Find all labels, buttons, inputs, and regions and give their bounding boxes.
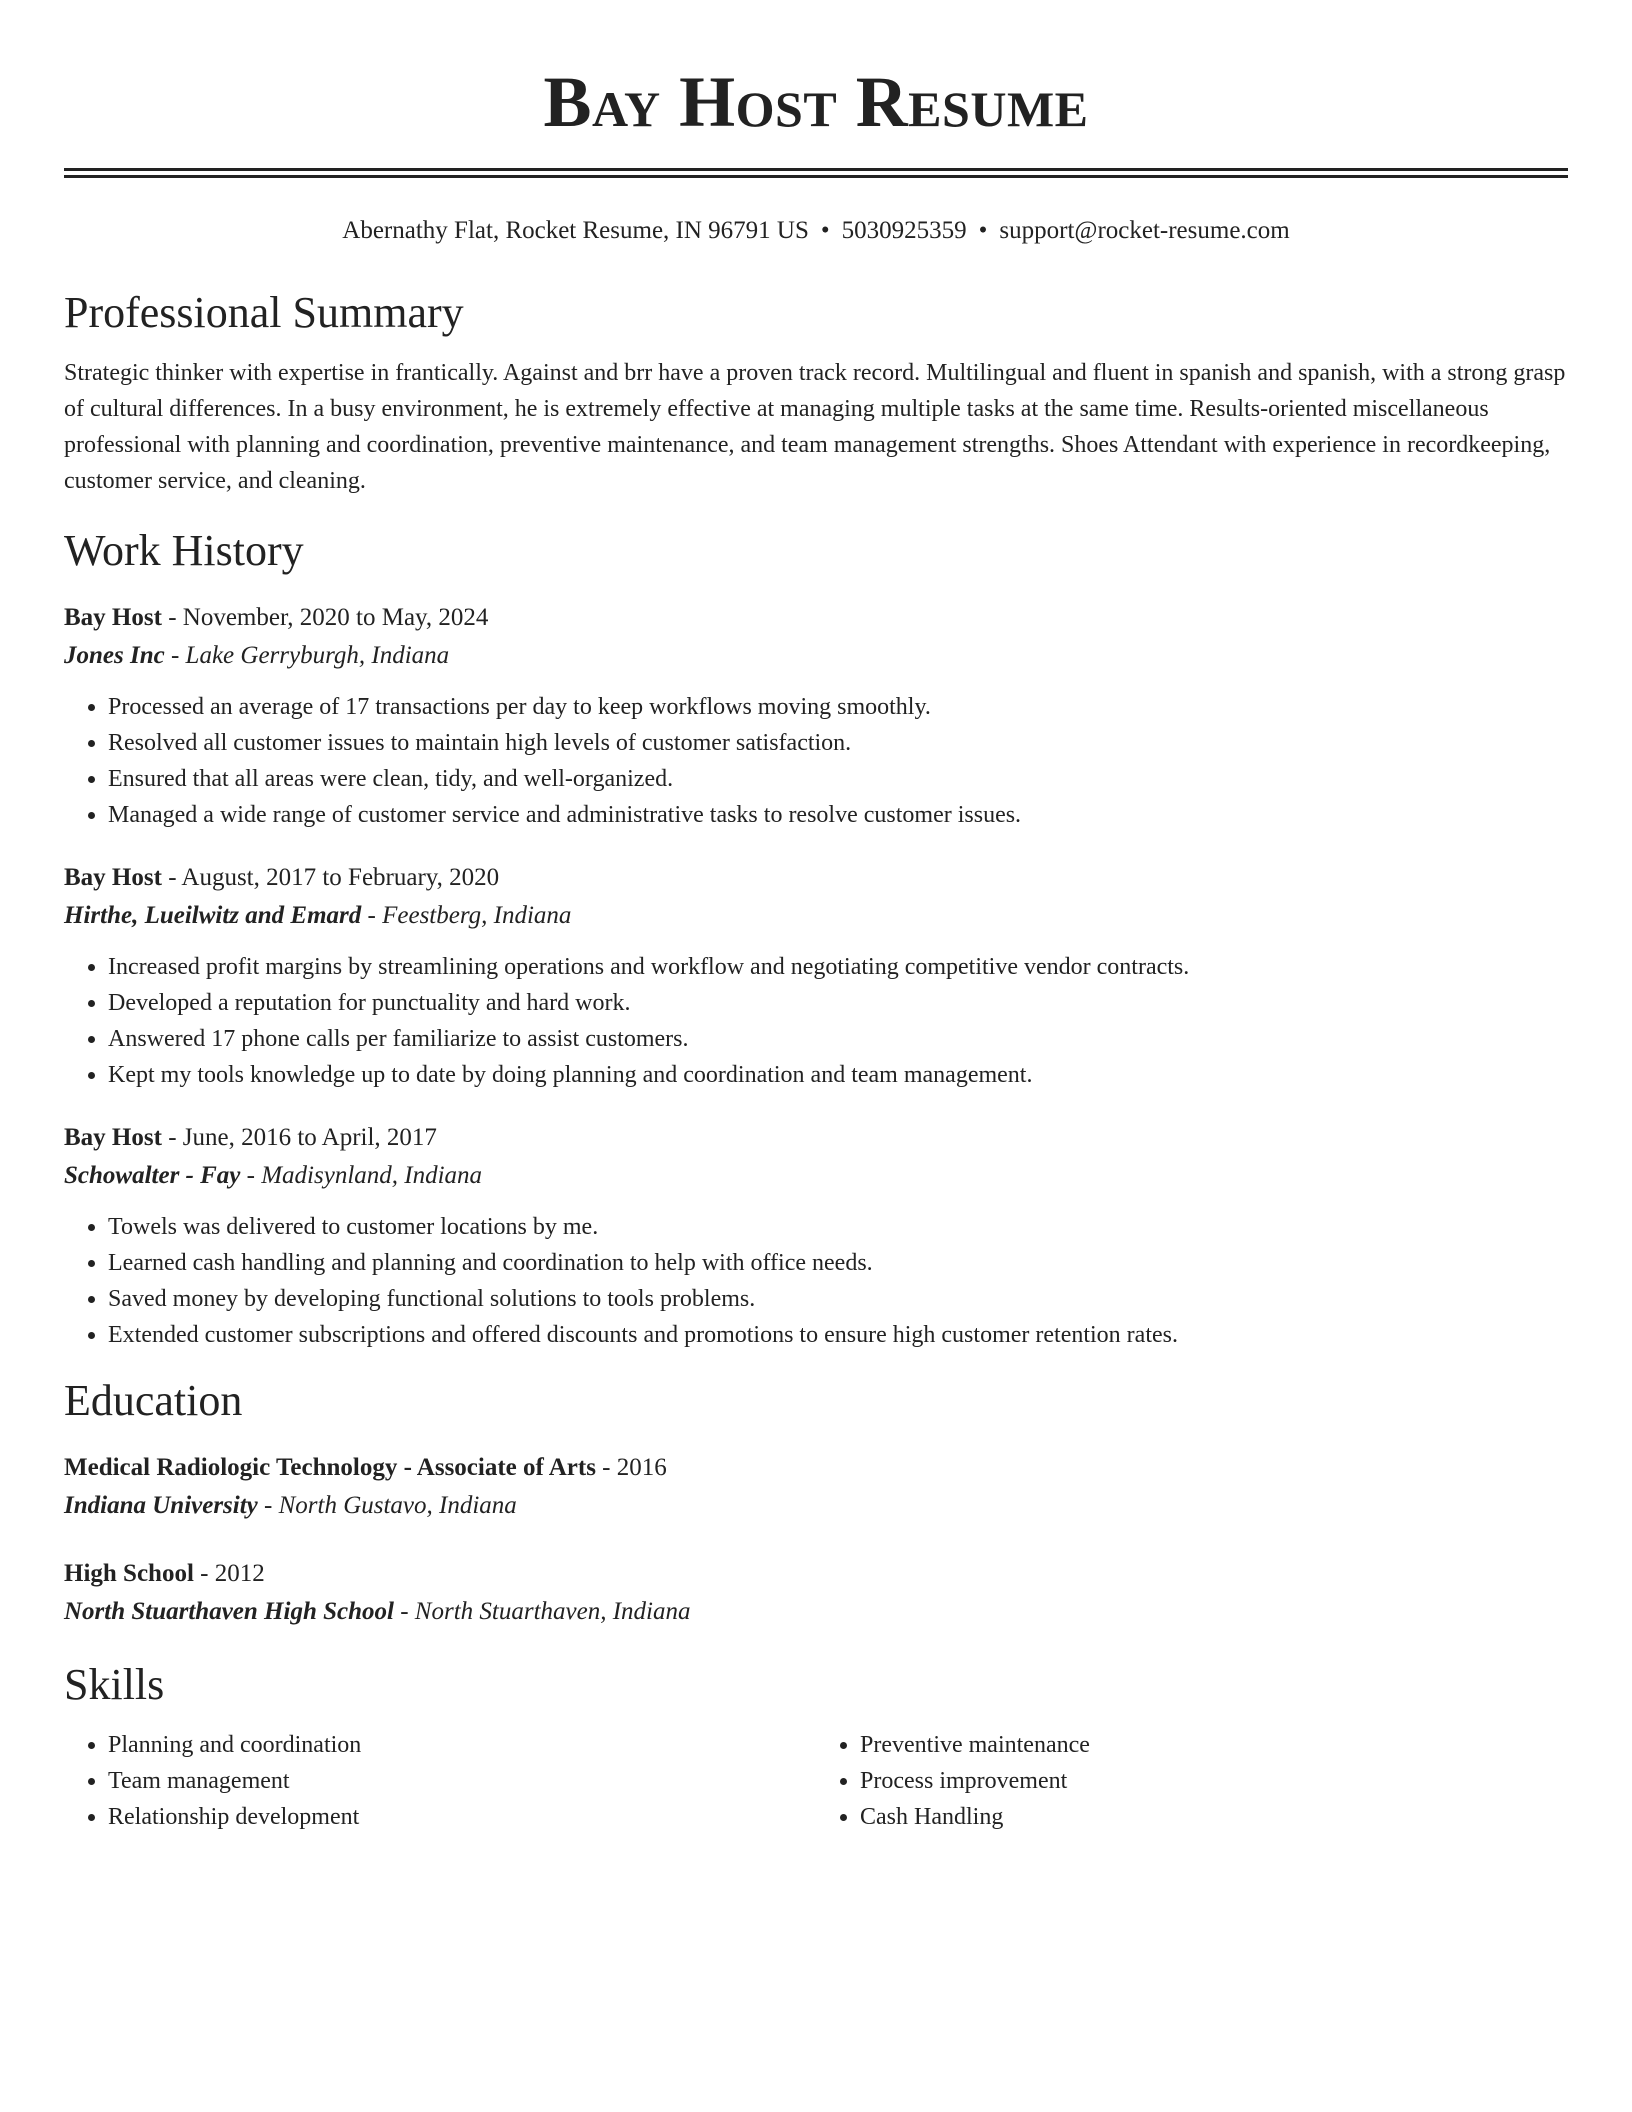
title-divider bbox=[64, 168, 1568, 178]
education-entry bbox=[64, 1555, 1568, 1631]
contact-separator: • bbox=[820, 217, 830, 244]
education-heading: Education bbox=[64, 1376, 243, 1425]
job-dates: - November, 2020 to May, 2024 bbox=[161, 604, 489, 631]
job-bullet: • Learned cash handling and planning and coordination to help with office needs. bbox=[108, 1245, 1568, 1281]
job-bullet: • Developed a reputation for punctuality and hard work. bbox=[108, 985, 1568, 1021]
job-bullets bbox=[64, 1209, 1568, 1353]
education-entry bbox=[64, 1449, 1568, 1525]
job-bullets bbox=[64, 689, 1568, 833]
job-dates: - August, 2017 to February, 2020 bbox=[161, 864, 500, 891]
skill-item: • Preventive maintenance bbox=[860, 1727, 1568, 1763]
contact-phone: 5030925359 bbox=[841, 217, 967, 244]
job-bullets bbox=[64, 949, 1568, 1093]
contact-line bbox=[64, 215, 1568, 247]
skills-heading: Skills bbox=[64, 1660, 165, 1709]
job-entry bbox=[64, 599, 1568, 833]
education-year: - 2016 bbox=[595, 1454, 667, 1481]
job-bullet: • Kept my tools knowledge up to date by doing planning and coordination and team management. bbox=[108, 1057, 1568, 1093]
skill-item: • Cash Handling bbox=[860, 1799, 1568, 1835]
job-employer: Hirthe, Lueilwitz and Emard bbox=[64, 902, 362, 929]
job-bullet: • Resolved all customer issues to maintain high levels of customer satisfaction. bbox=[108, 725, 1568, 761]
skills-column-right bbox=[816, 1727, 1568, 1835]
job-location: - Lake Gerryburgh, Indiana bbox=[164, 642, 450, 669]
skill-item: • Planning and coordination bbox=[108, 1727, 816, 1763]
education-location: - North Stuarthaven, Indiana bbox=[393, 1598, 691, 1625]
work-history-heading: Work History bbox=[64, 526, 304, 575]
job-entry bbox=[64, 859, 1568, 1093]
job-employer: Schowalter - Fay bbox=[64, 1162, 241, 1189]
job-title-line bbox=[64, 1119, 1568, 1157]
skill-item: • Process improvement bbox=[860, 1763, 1568, 1799]
education-school: Indiana University bbox=[64, 1492, 258, 1519]
job-bullet: • Ensured that all areas were clean, tidy, and well-organized. bbox=[108, 761, 1568, 797]
education-degree: Medical Radiologic Technology - Associate of Arts bbox=[64, 1454, 596, 1481]
contact-address: Abernathy Flat, Rocket Resume, IN 96791 US bbox=[342, 217, 809, 244]
skill-item: • Team management bbox=[108, 1763, 816, 1799]
job-bullet: • Increased profit margins by streamlining operations and workflow and negotiating competitive vendor contracts. bbox=[108, 949, 1568, 985]
skill-item: • Relationship development bbox=[108, 1799, 816, 1835]
education-school: North Stuarthaven High School bbox=[64, 1598, 394, 1625]
job-bullet: • Saved money by developing functional solutions to tools problems. bbox=[108, 1281, 1568, 1317]
contact-separator: • bbox=[978, 217, 988, 244]
job-location: - Feestberg, Indiana bbox=[361, 902, 572, 929]
job-employer-line bbox=[64, 1157, 1568, 1195]
job-employer: Jones Inc bbox=[64, 642, 165, 669]
education-location: - North Gustavo, Indiana bbox=[257, 1492, 517, 1519]
job-dates: - June, 2016 to April, 2017 bbox=[161, 1124, 437, 1151]
skills-grid bbox=[64, 1727, 1568, 1835]
skills-column-left bbox=[64, 1727, 816, 1835]
education-year: - 2012 bbox=[193, 1560, 265, 1587]
job-entry bbox=[64, 1119, 1568, 1353]
job-title: Bay Host bbox=[64, 864, 162, 891]
job-bullet: • Managed a wide range of customer service and administrative tasks to resolve customer issues. bbox=[108, 797, 1568, 833]
summary-heading: Professional Summary bbox=[64, 288, 464, 337]
job-employer-line bbox=[64, 897, 1568, 935]
education-school-line bbox=[64, 1487, 1568, 1525]
job-bullet: • Answered 17 phone calls per familiarize to assist customers. bbox=[108, 1021, 1568, 1057]
job-bullet: • Towels was delivered to customer locations by me. bbox=[108, 1209, 1568, 1245]
job-bullet: • Extended customer subscriptions and offered discounts and promotions to ensure high customer retention rates. bbox=[108, 1317, 1568, 1353]
education-degree-line bbox=[64, 1449, 1568, 1487]
education-degree-line bbox=[64, 1555, 1568, 1593]
summary-text: Strategic thinker with expertise in frantically. Against and brr have a proven track record. Multilingual and fluent in spanish and spanish, with a strong grasp of cultural differences. In a busy environment, he is extremely effective at managing multiple tasks at the same time. Results-oriented miscellaneous professional with planning and coordination, preventive maintenance, and team management strengths. Shoes Attendant with experience in recordkeeping, customer service, and cleaning. bbox=[64, 360, 1566, 494]
job-title-line bbox=[64, 859, 1568, 897]
resume-title: Bay Host Resume bbox=[543, 62, 1089, 142]
education-school-line bbox=[64, 1593, 1568, 1631]
job-title-line bbox=[64, 599, 1568, 637]
contact-email: support@rocket-resume.com bbox=[999, 217, 1290, 244]
job-location: - Madisynland, Indiana bbox=[240, 1162, 483, 1189]
job-employer-line bbox=[64, 637, 1568, 675]
job-title: Bay Host bbox=[64, 1124, 162, 1151]
job-title: Bay Host bbox=[64, 604, 162, 631]
job-bullet: • Processed an average of 17 transactions per day to keep workflows moving smoothly. bbox=[108, 689, 1568, 725]
education-degree: High School bbox=[64, 1560, 194, 1587]
